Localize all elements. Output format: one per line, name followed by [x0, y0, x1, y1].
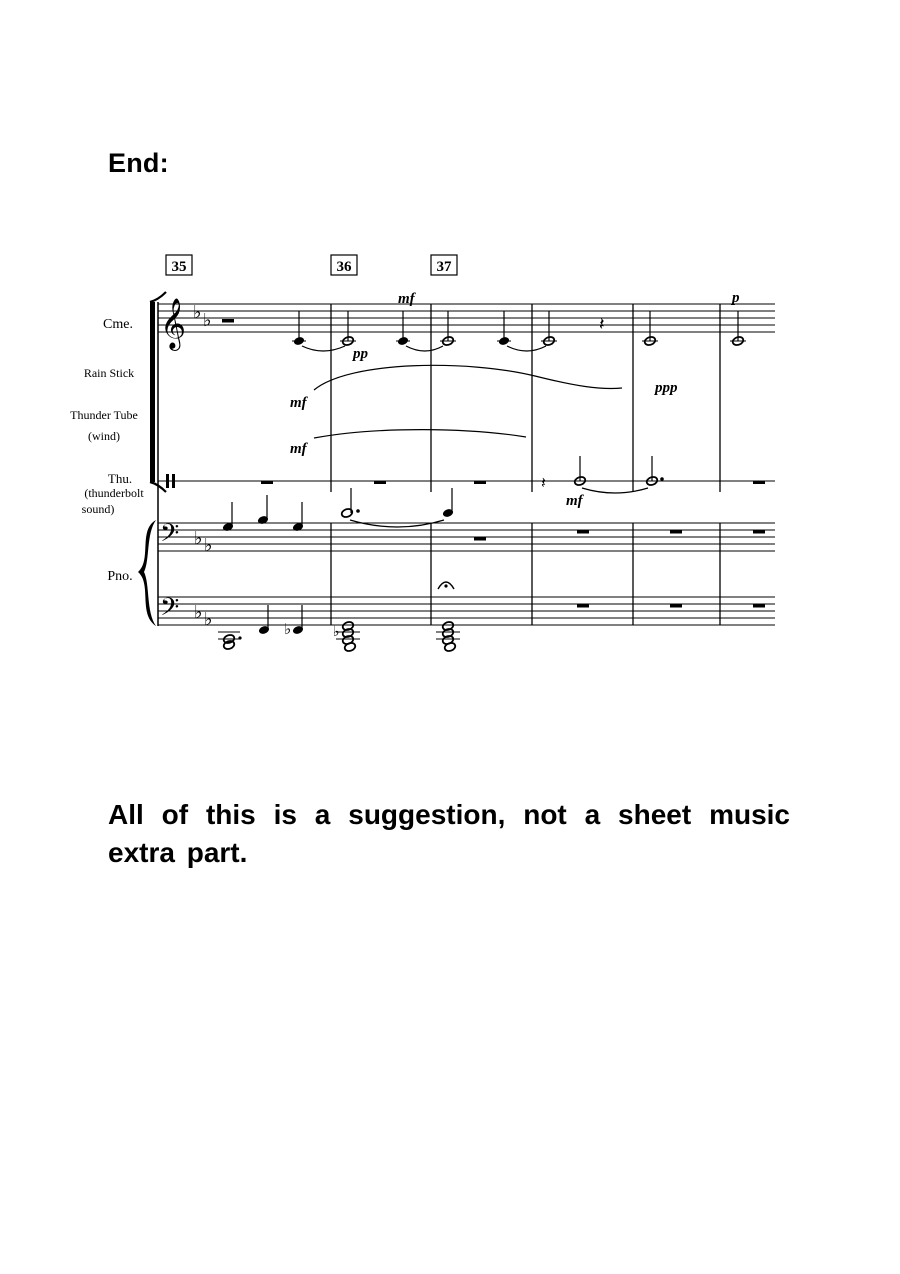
staff-cme [158, 304, 775, 332]
svg-text:♭: ♭ [204, 609, 213, 629]
rehearsal-mark-37 [431, 255, 457, 275]
dynamic-cme-pp: pp [353, 346, 368, 362]
rehearsal-mark-36 [331, 255, 357, 275]
svg-text:𝄢: 𝄢 [160, 520, 180, 553]
svg-text:36: 36 [336, 259, 352, 275]
svg-text:♭: ♭ [284, 622, 292, 638]
svg-text:♭: ♭ [193, 302, 202, 322]
instrument-label-thu-sub1: (thunderbolt [84, 486, 144, 500]
rain-stick-slur [314, 365, 622, 390]
instrument-label-piano: Pno. [107, 569, 133, 584]
dynamic-rain-mf: mf [290, 395, 307, 411]
piano-brace [138, 520, 156, 626]
dynamic-cme-p: p [732, 290, 740, 306]
instrument-label-thu: Thu. [107, 471, 133, 486]
thunder-tube-slur [314, 430, 526, 438]
rehearsal-mark-35 [166, 255, 192, 275]
piano-upper-notes [222, 488, 765, 541]
instrument-label-thu-sub2: sound) [81, 502, 115, 516]
svg-text:37: 37 [436, 259, 452, 275]
cme-notes [222, 311, 746, 351]
dynamic-cme-mf: mf [398, 291, 415, 307]
piano-lower-notes [218, 582, 765, 652]
dynamic-thu-mf: mf [566, 493, 583, 509]
svg-text:35: 35 [171, 259, 187, 275]
staff-piano-lower [158, 597, 775, 625]
dynamic-rain-ppp: ppp [655, 380, 678, 396]
svg-text:♭: ♭ [203, 310, 212, 330]
svg-text:♭: ♭ [333, 625, 340, 640]
instrument-label-cme: Cme. [103, 317, 133, 332]
barlines [331, 304, 720, 625]
thu-notes [261, 456, 765, 493]
svg-text:♭: ♭ [194, 528, 203, 548]
svg-text:♭: ♭ [194, 602, 203, 622]
svg-text:♭: ♭ [204, 535, 213, 555]
dynamic-tube-mf: mf [290, 441, 307, 457]
footer-note: All of this is a suggestion, not a sheet music extra part. [108, 799, 790, 868]
svg-text:𝄽: 𝄽 [541, 475, 546, 492]
section-heading: End: [108, 148, 169, 178]
instrument-label-rain-stick: Rain Stick [83, 366, 135, 380]
svg-text:𝄽: 𝄽 [599, 314, 605, 334]
svg-text:𝄢: 𝄢 [160, 594, 180, 627]
treble-clef: 𝄞 [160, 299, 187, 348]
staff-piano-upper [158, 523, 775, 551]
instrument-label-thunder-tube-sub: (wind) [88, 429, 120, 443]
instrument-label-thunder-tube: Thunder Tube [70, 408, 138, 422]
